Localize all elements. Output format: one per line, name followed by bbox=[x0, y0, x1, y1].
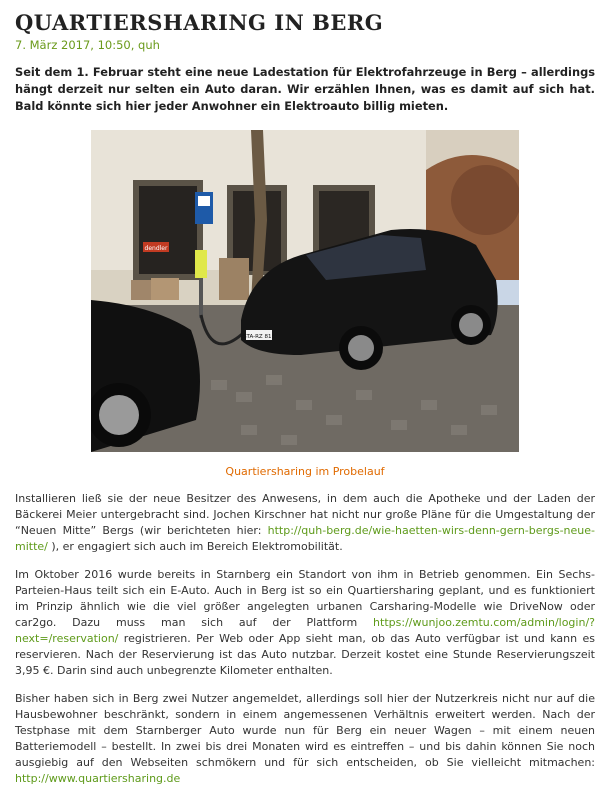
paragraph-3 bbox=[15, 691, 595, 787]
license-plate-text: STA-RZ 81E bbox=[243, 334, 275, 340]
paragraph-3-text-before: Bisher haben sich in Berg zwei Nutzer angemeldet, allerdings soll hier der Nutzerkreis nicht nur auf die Hausbewohner beschränkt, sondern in einem angemessenen Verhältnis erweitert werden. Nach der Testphase mit dem Starnberger Auto wurde nun für Berg ein neuer Wagen – mit einem neuen Batteriemodell – bestellt. In zwei bis drei Monaten wird es eintreffen – und bis dahin können Sie noch ausgiebig auf den Webseiten schmökern und für sich entscheiden, ob Sie vielleicht mitmachen: bbox=[15, 692, 595, 769]
paragraph-1 bbox=[15, 491, 595, 555]
article-photo bbox=[91, 130, 519, 452]
photo-caption: Quartiersharing im Probelauf bbox=[225, 465, 385, 478]
shop-sign-text: dendler bbox=[144, 245, 168, 252]
article-date: 7. März 2017, 10:50, quh bbox=[15, 38, 160, 52]
article-lead: Seit dem 1. Februar steht eine neue Ladestation für Elektrofahrzeuge in Berg – allerdings hängt derzeit nur selten ein Auto daran. Wir erzählen Ihnen, was es damit auf sich hat. Bald könnte sich hier jeder Anwohner ein Elektroauto billig mieten. bbox=[15, 65, 595, 113]
paragraph-1-text-before: Installieren ließ sie der neue Besitzer des Anwesens, in dem auch die Apotheke und der Laden der Bäckerei Meier untergebracht sind. Jochen Kirschner hat nicht nur große Pläne für die Umgestaltung der “Neuen Mitte” Bergs (wir berichteten hier: bbox=[15, 492, 595, 537]
paragraph-2 bbox=[15, 567, 595, 679]
paragraph-1-text-after: ), er engagiert sich auch im Bereich Elektromobilität. bbox=[47, 540, 343, 553]
link-neue-mitte[interactable]: http://quh-berg.de/wie-haetten-wirs-denn-gern-bergs-neue-mitte/ bbox=[15, 524, 595, 553]
link-quartiersharing[interactable]: http://www.quartiersharing.de bbox=[15, 772, 181, 785]
article-title: QUARTIERSHARING IN BERG bbox=[15, 10, 384, 35]
paragraph-2-text-before: Im Oktober 2016 wurde bereits in Starnberg ein Standort von ihm in Betrieb genommen. Ein Sechs-Parteien-Haus teilt sich ein E-Auto. Auch in Berg ist so ein Quartiersharing geplant, und es funktioniert im Prinzip ähnlich wie die viel größer angelegten urbanen Carsharing-Modelle wie DriveNow oder car2go. Dazu muss man sich auf der Plattform bbox=[15, 568, 595, 629]
paragraph-2-text-after: registrieren. Per Web oder App sieht man, ob das Auto verfügbar ist und kann es reservieren. Nach der Reservierung ist das Auto nutzbar. Derzeit kostet eine Stunde Reservierungszeit 3,95 €. Darin sind auch unbegrenzte Kilometer enthalten. bbox=[15, 632, 595, 677]
link-reservation-platform[interactable]: https://wunjoo.zemtu.com/admin/login/?next=/reservation/ bbox=[15, 616, 595, 645]
electric-car-charging-photo bbox=[91, 130, 519, 452]
